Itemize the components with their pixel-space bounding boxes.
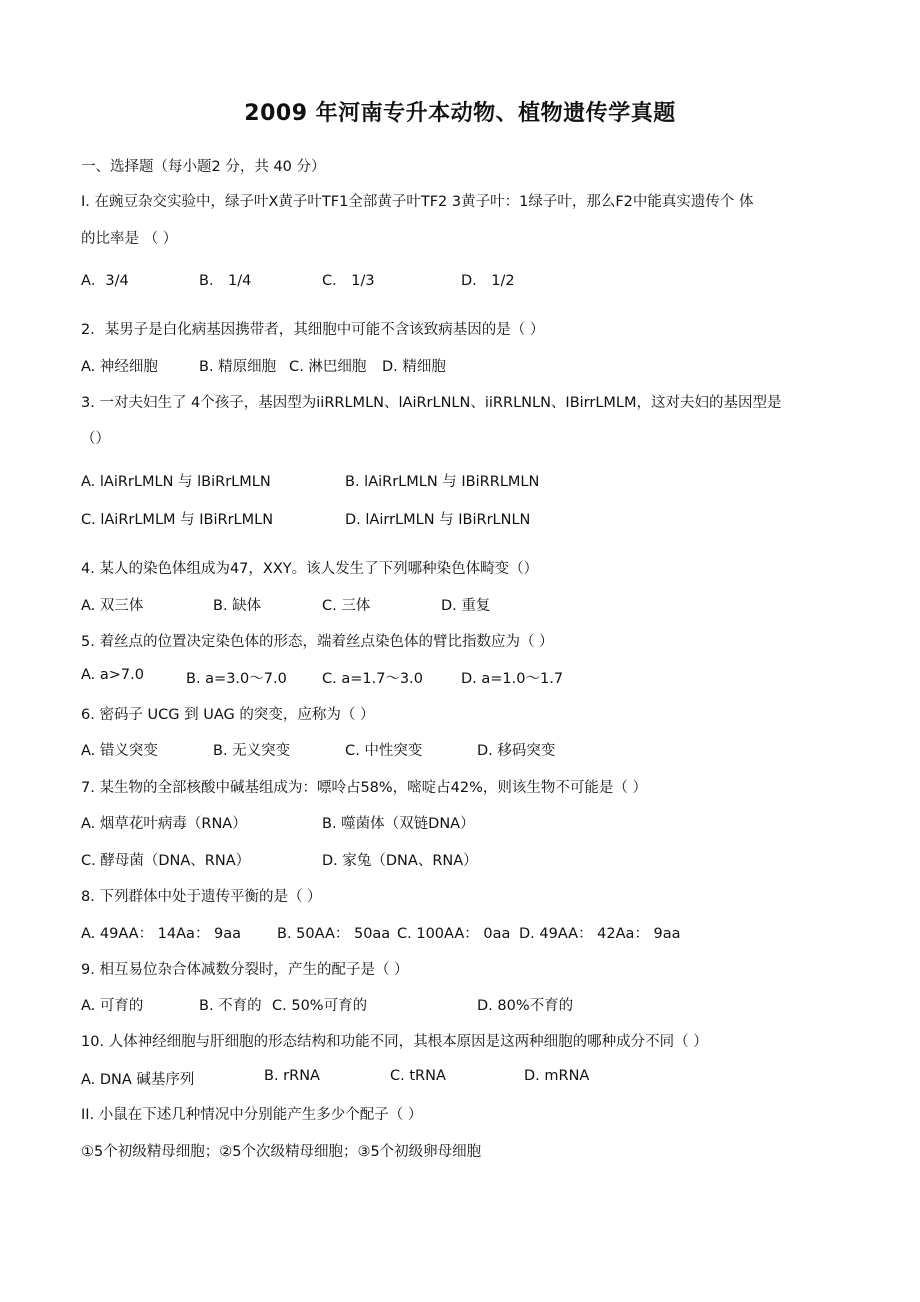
question-11-sub-items: ①5个初级精母细胞；②5个次级精母细胞；③5个初级卵母细胞: [81, 1144, 482, 1160]
question-5-option-d: D. a=1.0～1.7: [461, 671, 564, 687]
question-9-option-d: D. 80%不育的: [477, 998, 574, 1014]
question-5-option-b: B. a=3.0～7.0: [186, 671, 287, 687]
question-3-option-b: B. lAiRrLMLN 与 IBiRRLMLN: [345, 474, 540, 490]
question-1-option-d: D． 1/2: [461, 273, 515, 289]
section-heading: 一、选择题（每小题2 分，共 40 分）: [81, 159, 326, 175]
question-10-option-c: C. tRNA: [390, 1068, 446, 1084]
question-1-stem-line-1: I. 在豌豆杂交实验中，绿子叶X黄子叶TF1全部黄子叶TF2 3黄子叶：1绿子叶，那么F2中能真实遗传个 体: [81, 194, 754, 210]
question-1-option-c: C． 1/3: [322, 273, 375, 289]
question-2-option-b: B. 精原细胞: [199, 359, 277, 375]
question-4-option-d: D. 重复: [441, 598, 491, 614]
question-8-option-c: C. 100AA： 0aa: [397, 926, 511, 942]
question-10-option-d: D. mRNA: [524, 1068, 590, 1084]
question-4-option-c: C. 三体: [322, 598, 371, 614]
question-3-stem-line-2: （）: [81, 431, 110, 447]
question-10-option-b: B. rRNA: [264, 1068, 320, 1084]
question-7-option-a: A. 烟草花叶病毒（RNA）: [81, 816, 247, 832]
question-8-stem: 8. 下列群体中处于遗传平衡的是（ ）: [81, 889, 322, 905]
question-1-option-b: B． 1/4: [199, 273, 252, 289]
question-1-stem-line-2: 的比率是 （ ）: [81, 231, 178, 247]
question-7-option-c: C. 酵母菌（DNA、RNA）: [81, 853, 251, 869]
question-9-option-a: A. 可育的: [81, 998, 144, 1014]
question-9-option-c: C. 50%可育的: [272, 998, 368, 1014]
question-6-option-a: A. 错义突变: [81, 743, 158, 759]
question-9-stem: 9. 相互易位杂合体减数分裂时，产生的配子是（ ）: [81, 962, 409, 978]
question-3-option-c: C. lAiRrLMLM 与 IBiRrLMLN: [81, 512, 274, 528]
question-8-option-d: D. 49AA： 42Aa： 9aa: [519, 926, 681, 942]
question-11-stem: II. 小鼠在下述几种情况中分别能产生多少个配子（ ）: [81, 1107, 423, 1123]
question-5-stem: 5. 着丝点的位置决定染色体的形态，端着丝点染色体的臂比指数应为（ ）: [81, 634, 554, 650]
question-7-stem: 7. 某生物的全部核酸中碱基组成为：嘌呤占58%，嘧啶占42%，则该生物不可能是（ ）: [81, 780, 648, 796]
question-2-option-d: D. 精细胞: [382, 359, 446, 375]
question-6-option-c: C. 中性突变: [345, 743, 423, 759]
question-5-option-c: C. a=1.7～3.0: [322, 671, 423, 687]
question-9-option-b: B. 不育的: [199, 998, 262, 1014]
question-8-option-b: B. 50AA： 50aa: [277, 926, 391, 942]
question-1-option-a: A．3/4: [81, 273, 129, 289]
question-6-option-d: D. 移码突变: [477, 743, 556, 759]
question-8-option-a: A. 49AA： 14Aa： 9aa: [81, 926, 242, 942]
question-2-option-c: C. 淋巴细胞: [289, 359, 367, 375]
question-3-stem-line-1: 3. 一对夫妇生了 4个孩子，基因型为iiRRLMLN、lAiRrLNLN、iiRRLNLN、IBirrLMLM，这对夫妇的基因型是: [81, 395, 782, 411]
question-7-option-d: D. 家兔（DNA、RNA）: [322, 853, 478, 869]
question-4-option-b: B. 缺体: [213, 598, 262, 614]
question-6-option-b: B. 无义突变: [213, 743, 291, 759]
question-10-option-a: A. DNA 碱基序列: [81, 1072, 195, 1088]
question-3-option-d: D. lAirrLMLN 与 IBiRrLNLN: [345, 512, 531, 528]
page-title: 2009 年河南专升本动物、植物遗传学真题: [244, 101, 676, 126]
question-4-option-a: A. 双三体: [81, 598, 144, 614]
question-2-stem: 2．某男子是白化病基因携带者，其细胞中可能不含该致病基因的是（ ）: [81, 322, 545, 338]
question-5-option-a: A. a>7.0: [81, 667, 144, 683]
question-3-option-a: A. lAiRrLMLN 与 lBiRrLMLN: [81, 474, 271, 490]
question-7-option-b: B. 噬菌体（双链DNA）: [322, 816, 475, 832]
question-2-option-a: A. 神经细胞: [81, 359, 158, 375]
question-10-stem: 10. 人体神经细胞与肝细胞的形态结构和功能不同，其根本原因是这两种细胞的哪种成分不同（ ）: [81, 1034, 708, 1050]
question-4-stem: 4. 某人的染色体组成为47，XXY。该人发生了下列哪种染色体畸变（）: [81, 561, 539, 577]
question-6-stem: 6. 密码子 UCG 到 UAG 的突变，应称为（ ）: [81, 707, 375, 723]
